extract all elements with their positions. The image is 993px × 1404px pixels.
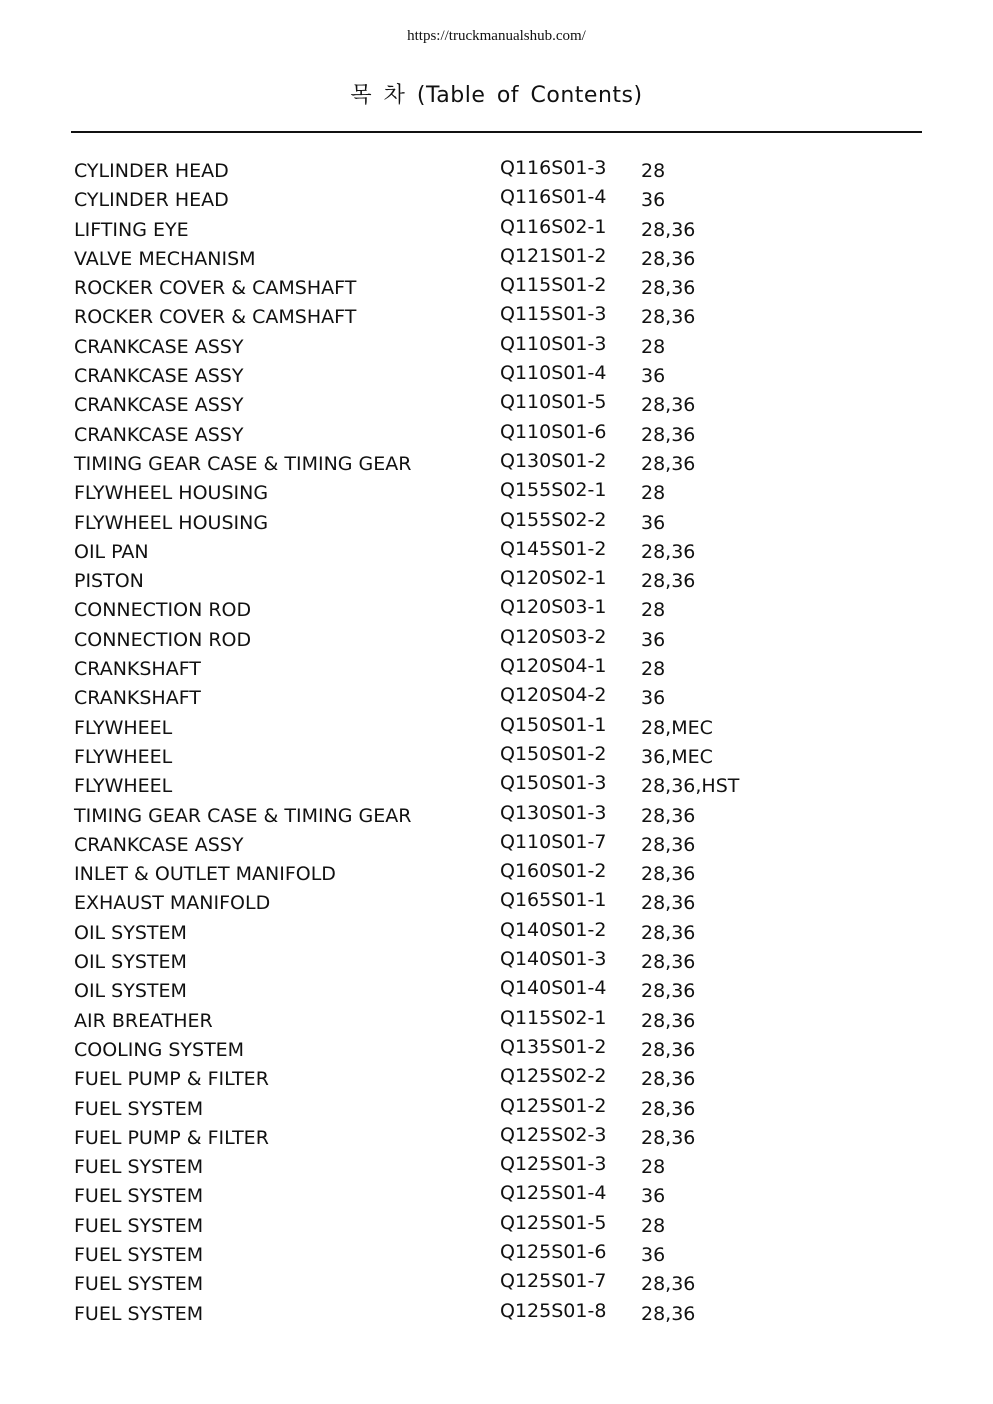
toc-section-code: Q120S04-2 bbox=[500, 684, 607, 707]
toc-section-code: Q110S01-5 bbox=[500, 391, 607, 414]
toc-section-title: FUEL SYSTEM bbox=[74, 1097, 204, 1120]
toc-section-code: Q120S04-1 bbox=[500, 655, 607, 678]
toc-section-title: CONNECTION ROD bbox=[74, 599, 252, 622]
toc-row bbox=[74, 479, 934, 508]
toc-row bbox=[74, 1270, 934, 1299]
toc-section-models: 28,36 bbox=[641, 863, 696, 886]
toc-row bbox=[74, 1095, 934, 1124]
toc-section-title: VALVE MECHANISM bbox=[74, 247, 256, 270]
toc-row bbox=[74, 1124, 934, 1153]
toc-row bbox=[74, 948, 934, 977]
toc-section-models: 36 bbox=[641, 1185, 666, 1208]
toc-section-title: TIMING GEAR CASE & TIMING GEAR bbox=[74, 804, 412, 827]
toc-row bbox=[74, 1241, 934, 1270]
toc-section-code: Q110S01-3 bbox=[500, 332, 607, 355]
toc-section-code: Q120S03-2 bbox=[500, 625, 607, 648]
toc-section-title: FUEL SYSTEM bbox=[74, 1302, 204, 1325]
toc-section-title: CRANKCASE ASSY bbox=[74, 335, 244, 358]
toc-section-models: 28,36 bbox=[641, 804, 696, 827]
toc-row bbox=[74, 596, 934, 625]
toc-section-title: FLYWHEEL bbox=[74, 775, 173, 798]
toc-section-title: CRANKCASE ASSY bbox=[74, 365, 244, 388]
toc-row bbox=[74, 1182, 934, 1211]
toc-section-models: 28,36 bbox=[641, 306, 696, 329]
toc-row bbox=[74, 391, 934, 420]
toc-section-models: 28,36 bbox=[641, 1038, 696, 1061]
toc-section-code: Q165S01-1 bbox=[500, 889, 607, 912]
toc-section-models: 28,36 bbox=[641, 1068, 696, 1091]
toc-section-models: 28 bbox=[641, 482, 666, 505]
toc-section-title: OIL PAN bbox=[74, 540, 149, 563]
toc-section-title: FLYWHEEL bbox=[74, 716, 173, 739]
toc-row bbox=[74, 802, 934, 831]
toc-section-title: COOLING SYSTEM bbox=[74, 1038, 245, 1061]
toc-section-title: CRANKCASE ASSY bbox=[74, 394, 244, 417]
toc-section-models: 28,36 bbox=[641, 452, 696, 475]
toc-row bbox=[74, 860, 934, 889]
toc-section-code: Q150S01-2 bbox=[500, 742, 607, 765]
toc-section-models: 28,36 bbox=[641, 1126, 696, 1149]
toc-row bbox=[74, 889, 934, 918]
toc-section-code: Q115S02-1 bbox=[500, 1006, 607, 1029]
toc-section-models: 28 bbox=[641, 658, 666, 681]
toc-section-code: Q116S01-3 bbox=[500, 157, 607, 179]
toc-section-code: Q121S01-2 bbox=[500, 244, 607, 267]
toc-section-models: 28 bbox=[641, 599, 666, 622]
toc-section-models: 36 bbox=[641, 365, 666, 388]
toc-row bbox=[74, 1300, 934, 1329]
toc-section-models: 28,36 bbox=[641, 570, 696, 593]
toc-section-title: EXHAUST MANIFOLD bbox=[74, 892, 271, 915]
toc-section-code: Q155S02-1 bbox=[500, 479, 607, 502]
toc-row bbox=[74, 626, 934, 655]
toc-row bbox=[74, 977, 934, 1006]
toc-section-title: FUEL SYSTEM bbox=[74, 1273, 204, 1296]
toc-section-models: 28,36 bbox=[641, 277, 696, 300]
toc-section-code: Q110S01-6 bbox=[500, 420, 607, 443]
toc-section-code: Q135S01-2 bbox=[500, 1035, 607, 1058]
toc-row bbox=[74, 245, 934, 274]
toc-section-code: Q145S01-2 bbox=[500, 537, 607, 560]
toc-row bbox=[74, 743, 934, 772]
toc-row bbox=[74, 157, 934, 186]
title-divider bbox=[71, 131, 922, 133]
toc-section-code: Q125S01-2 bbox=[500, 1094, 607, 1117]
toc-section-code: Q125S01-8 bbox=[500, 1299, 607, 1322]
toc-section-title: ROCKER COVER & CAMSHAFT bbox=[74, 277, 357, 300]
toc-section-models: 36,MEC bbox=[641, 745, 713, 768]
toc-section-title: FUEL SYSTEM bbox=[74, 1214, 204, 1237]
toc-section-models: 28,36 bbox=[641, 1273, 696, 1296]
toc-row bbox=[74, 831, 934, 860]
toc-section-code: Q130S01-2 bbox=[500, 449, 607, 472]
toc-row bbox=[74, 1212, 934, 1241]
toc-section-code: Q115S01-3 bbox=[500, 303, 607, 326]
toc-row bbox=[74, 333, 934, 362]
toc-section-models: 28,36 bbox=[641, 833, 696, 856]
toc-section-models: 28,36 bbox=[641, 921, 696, 944]
toc-row bbox=[74, 684, 934, 713]
toc-row bbox=[74, 1065, 934, 1094]
toc-row bbox=[74, 567, 934, 596]
toc-section-code: Q125S01-6 bbox=[500, 1240, 607, 1263]
toc-section-models: 28,MEC bbox=[641, 716, 713, 739]
toc-section-title: CRANKCASE ASSY bbox=[74, 833, 244, 856]
toc-section-models: 36 bbox=[641, 628, 666, 651]
toc-section-code: Q115S01-2 bbox=[500, 274, 607, 297]
toc-section-code: Q110S01-4 bbox=[500, 362, 607, 385]
toc-row bbox=[74, 362, 934, 391]
toc-section-models: 36 bbox=[641, 1243, 666, 1266]
toc-row bbox=[74, 450, 934, 479]
toc-row bbox=[74, 655, 934, 684]
toc-section-code: Q110S01-7 bbox=[500, 830, 607, 853]
toc-section-code: Q125S02-3 bbox=[500, 1123, 607, 1146]
toc-section-models: 36 bbox=[641, 511, 666, 534]
toc-section-title: FUEL PUMP & FILTER bbox=[74, 1126, 269, 1149]
toc-section-code: Q125S01-3 bbox=[500, 1153, 607, 1176]
toc-section-title: PISTON bbox=[74, 570, 144, 593]
toc-section-code: Q120S02-1 bbox=[500, 567, 607, 590]
toc-section-models: 28 bbox=[641, 1214, 666, 1237]
toc-section-code: Q150S01-3 bbox=[500, 772, 607, 795]
toc-section-title: FUEL SYSTEM bbox=[74, 1185, 204, 1208]
toc-section-title: OIL SYSTEM bbox=[74, 980, 187, 1003]
toc-section-code: Q140S01-2 bbox=[500, 918, 607, 941]
toc-section-title: TIMING GEAR CASE & TIMING GEAR bbox=[74, 452, 412, 475]
toc-row bbox=[74, 421, 934, 450]
toc-section-title: INLET & OUTLET MANIFOLD bbox=[74, 863, 336, 886]
toc-section-title: FUEL SYSTEM bbox=[74, 1156, 204, 1179]
toc-section-title: AIR BREATHER bbox=[74, 1009, 213, 1032]
toc-section-code: Q155S02-2 bbox=[500, 508, 607, 531]
toc-section-code: Q116S02-1 bbox=[500, 215, 607, 238]
toc-section-title: FLYWHEEL bbox=[74, 745, 173, 768]
toc-row bbox=[74, 274, 934, 303]
toc-section-models: 28,36 bbox=[641, 892, 696, 915]
toc-row bbox=[74, 919, 934, 948]
toc-section-code: Q116S01-4 bbox=[500, 186, 607, 209]
toc-section-code: Q125S01-4 bbox=[500, 1182, 607, 1205]
toc-section-models: 28 bbox=[641, 1156, 666, 1179]
toc-section-title: CYLINDER HEAD bbox=[74, 189, 229, 212]
source-url[interactable]: https://truckmanualshub.com/ bbox=[407, 28, 586, 44]
toc-section-models: 36 bbox=[641, 189, 666, 212]
toc-row bbox=[74, 538, 934, 567]
toc-section-models: 28,36 bbox=[641, 980, 696, 1003]
toc-section-title: CRANKSHAFT bbox=[74, 687, 201, 710]
toc-section-models: 28,36 bbox=[641, 1009, 696, 1032]
toc-section-models: 28,36 bbox=[641, 423, 696, 446]
toc-section-code: Q160S01-2 bbox=[500, 860, 607, 883]
toc-section-code: Q125S01-7 bbox=[500, 1270, 607, 1293]
toc-section-title: OIL SYSTEM bbox=[74, 951, 187, 974]
toc-section-title: OIL SYSTEM bbox=[74, 921, 187, 944]
toc-section-models: 28,36 bbox=[641, 540, 696, 563]
toc-section-models: 28,36 bbox=[641, 1302, 696, 1325]
toc-section-models: 28,36 bbox=[641, 394, 696, 417]
table-of-contents bbox=[74, 157, 934, 1329]
toc-row bbox=[74, 509, 934, 538]
toc-section-models: 28 bbox=[641, 160, 666, 182]
toc-section-models: 28,36,HST bbox=[641, 775, 740, 798]
toc-section-code: Q125S01-5 bbox=[500, 1211, 607, 1234]
toc-section-title: FUEL SYSTEM bbox=[74, 1243, 204, 1266]
toc-section-title: CONNECTION ROD bbox=[74, 628, 252, 651]
toc-section-code: Q125S02-2 bbox=[500, 1065, 607, 1088]
page-title: 목 차 (Table of Contents) bbox=[350, 83, 643, 108]
toc-section-code: Q140S01-4 bbox=[500, 977, 607, 1000]
toc-section-code: Q120S03-1 bbox=[500, 596, 607, 619]
toc-section-models: 28,36 bbox=[641, 218, 696, 241]
toc-section-models: 28,36 bbox=[641, 951, 696, 974]
toc-section-title: CRANKCASE ASSY bbox=[74, 423, 244, 446]
toc-section-title: CYLINDER HEAD bbox=[74, 160, 229, 182]
toc-section-models: 28,36 bbox=[641, 1097, 696, 1120]
toc-section-models: 36 bbox=[641, 687, 666, 710]
toc-row bbox=[74, 303, 934, 332]
toc-section-code: Q130S01-3 bbox=[500, 801, 607, 824]
toc-row bbox=[74, 186, 934, 215]
toc-section-models: 28 bbox=[641, 335, 666, 358]
toc-row bbox=[74, 1036, 934, 1065]
toc-row bbox=[74, 714, 934, 743]
toc-row bbox=[74, 216, 934, 245]
toc-section-title: LIFTING EYE bbox=[74, 218, 189, 241]
toc-row bbox=[74, 1153, 934, 1182]
toc-section-title: ROCKER COVER & CAMSHAFT bbox=[74, 306, 357, 329]
toc-section-title: FLYWHEEL HOUSING bbox=[74, 482, 269, 505]
toc-section-models: 28,36 bbox=[641, 247, 696, 270]
toc-row bbox=[74, 1007, 934, 1036]
toc-section-code: Q150S01-1 bbox=[500, 713, 607, 736]
toc-section-code: Q140S01-3 bbox=[500, 948, 607, 971]
toc-section-title: FUEL PUMP & FILTER bbox=[74, 1068, 269, 1091]
toc-section-title: CRANKSHAFT bbox=[74, 658, 201, 681]
toc-section-title: FLYWHEEL HOUSING bbox=[74, 511, 269, 534]
toc-row bbox=[74, 772, 934, 801]
